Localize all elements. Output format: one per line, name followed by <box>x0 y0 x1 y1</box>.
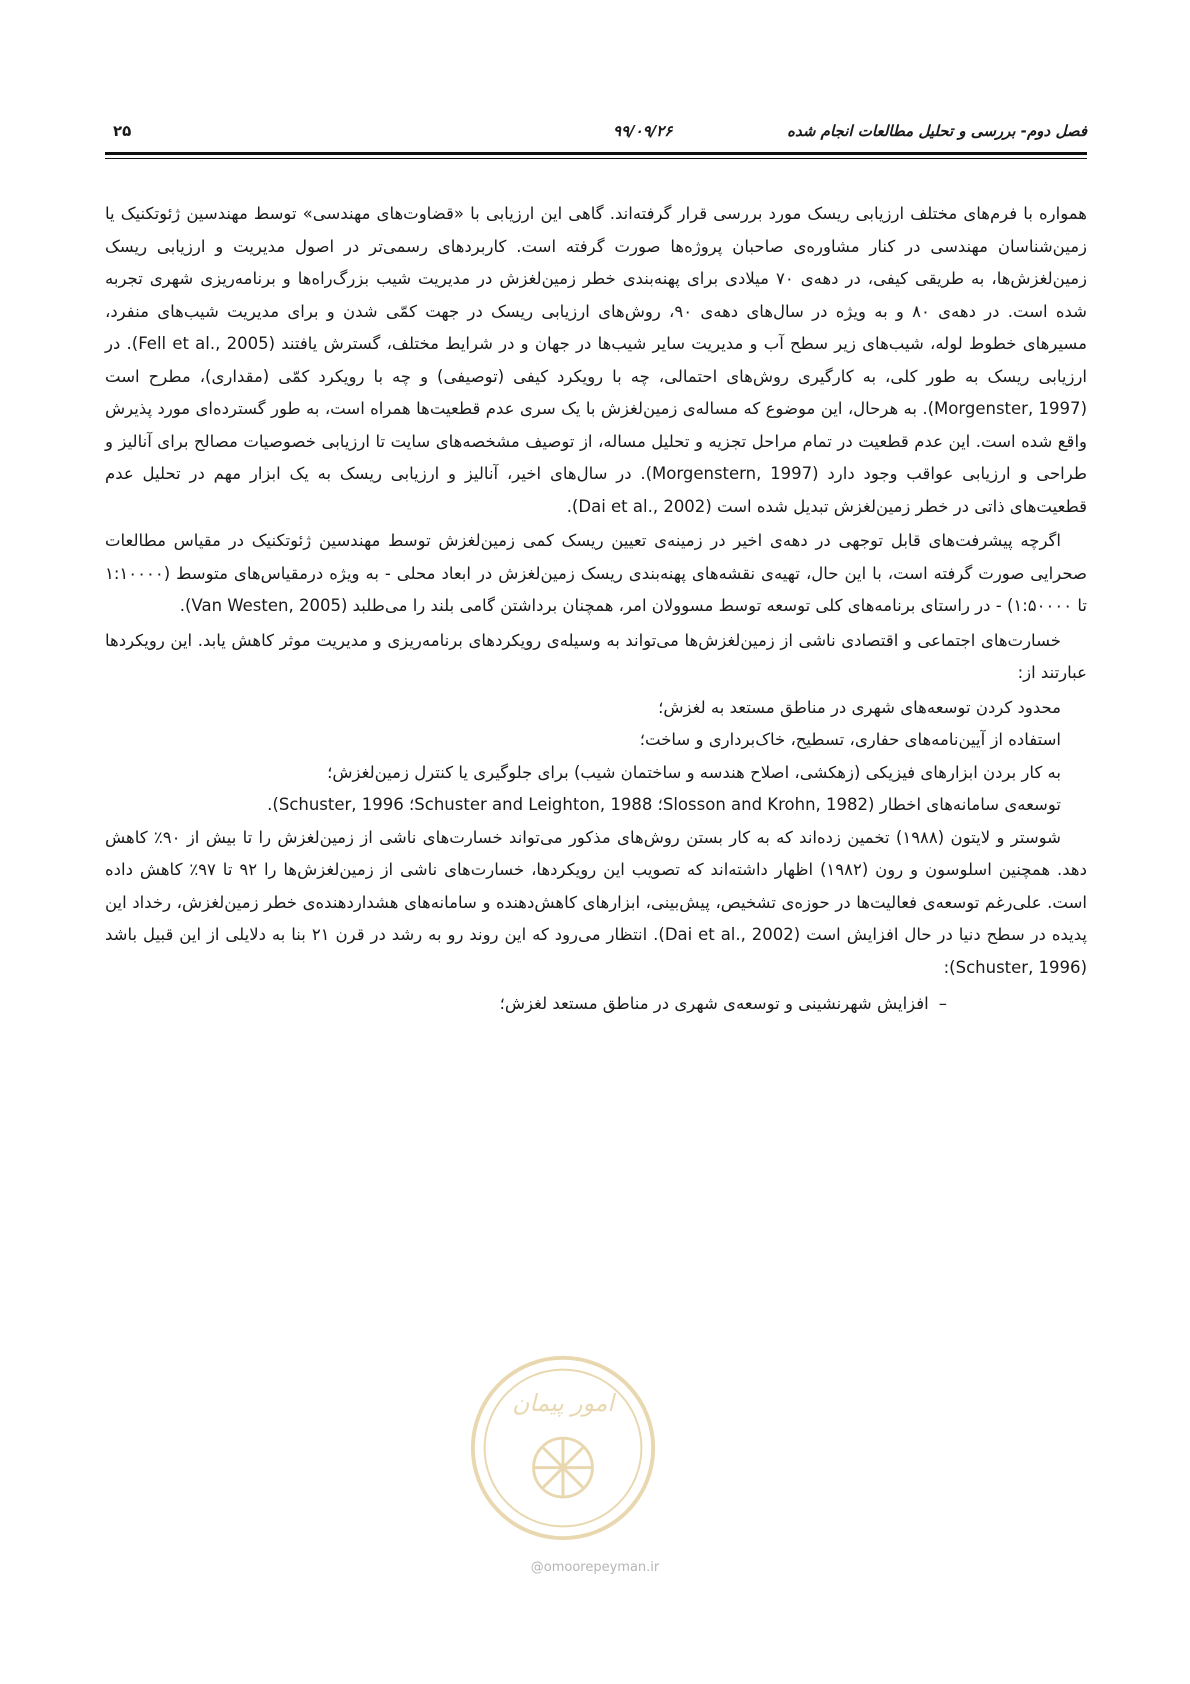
header-rule-thick <box>105 152 1087 155</box>
dash-bullet: – <box>938 994 947 1013</box>
paragraph: شوستر و لایتون (۱۹۸۸) تخمین زده‌اند که به کار بستن روش‌های مذکور می‌تواند خسارت‌های ناشی از زمین‌لغزش را تا بیش از ۹۰٪ کاهش دهد. همچنین اسلوسون و رون (۱۹۸۲) اظهار داشته‌اند که تصویب این رویکردها، خسارت‌های ناشی از زمین‌لغزش‌ها را ۹۲ تا ۹۷٪ کاهش داده است. علی‌رغم توسعه‌ی فعالیت‌ها در حوزه‌ی تشخیص، پیش‌بینی، ابزارهای کاهش‌دهنده و سامانه‌های هشداردهنده‌ی خطر زمین‌لغزش، رخداد این پدیده در سطح دنیا در حال افزایش است (Dai et al., 2002). انتظار می‌رود که این روند رو به رشد در قرن ۲۱ بنا به دلایلی از این قبیل باشد (Schuster, 1996): <box>105 827 1087 977</box>
list-item: توسعه‌ی سامانه‌های اخطار (Slosson and Krohn, 1982؛ Schuster and Leighton, 1988؛ Schuster, 1996). <box>267 795 1061 814</box>
dash-item-text: افزایش شهرنشینی و توسعه‌ی شهری در مناطق مستعد لغزش؛ <box>499 994 929 1013</box>
paragraph: همواره با فرم‌های مختلف ارزیابی ریسک مورد بررسی قرار گرفته‌اند. گاهی این ارزیابی با «قضاوت‌های مهندسی» توسط مهندسین ژئوتکنیک یا زمین‌شناسان مهندسی در کنار مشاوره‌ی صاحبان پروژه‌ها صورت گرفته است. کاربردهای رسمی‌تر در اصول مدیریت و ارزیابی ریسک زمین‌لغزش‌ها، به طریقی کیفی، در دهه‌ی ۷۰ میلادی برای پهنه‌بندی خطر زمین‌لغزش در مدیریت شیب بزرگ‌راه‌ها و برنامه‌ریزی شهری تجربه شده است. در دهه‌ی ۸۰ و به ویژه در سال‌های دهه‌ی ۹۰، روش‌های ارزیابی ریسک در جهت کمّی شدن و برای مدیریت شیب‌های منفرد، مسیرهای خطوط لوله، شیب‌های زیر سطح آب و مدیریت سایر شیب‌ها در جهان و در شرایط مختلف، گسترش یافتند (Fell et al., 2005). در ارزیابی ریسک به طور کلی، به کارگیری روش‌های احتمالی، چه با رویکرد کیفی (توصیفی) و چه با رویکرد کمّی (مقداری)، مطرح است (Morgenster, 1997). به هرحال، این موضوع که مساله‌ی زمین‌لغزش با یک سری عدم قطعیت‌ها همراه است، به طور گسترده‌ای مورد پذیرش واقع شده است. این عدم قطعیت در تمام مراحل تجزیه و تحلیل مساله، از توصیف مشخصه‌های سایت تا ارزیابی خصوصیات مصالح برای آنالیز و طراحی و ارزیابی عواقب وجود دارد (Morgenstern, 1997). در سال‌های اخیر، آنالیز و ارزیابی ریسک به یک ابزار مهم در تحلیل عدم قطعیت‌های ذاتی در خطر زمین‌لغزش تبدیل شده است (Dai et al., 2002). <box>105 204 1087 516</box>
paragraph: خسارت‌های اجتماعی و اقتصادی ناشی از زمین‌لغزش‌ها می‌تواند به وسیله‌ی رویکردهای برنامه‌ریزی و مدیریت موثر کاهش یابد. این رویکردها عبارتند از: <box>105 630 1087 682</box>
dash-list-item <box>105 988 1087 1021</box>
document-body <box>105 198 1087 1021</box>
chapter-title: فصل دوم- بررسی و تحلیل مطالعات انجام شده <box>787 122 1087 140</box>
paragraph: اگرچه پیشرفت‌های قابل توجهی در دهه‌ی اخیر در زمینه‌ی تعیین ریسک کمی زمین‌لغزش توسط مهندسین ژئوتکنیک در مقیاس مطالعات صحرایی صورت گرفته است، با این حال، تهیه‌ی نقشه‌های پهنه‌بندی ریسک زمین‌لغزش در ابعاد محلی - به ویژه درمقیاس‌های متوسط (۱:۱۰۰۰۰ تا ۱:۵۰۰۰۰) - در راستای برنامه‌های کلی توسعه توسط مسوولان امر، همچنان برداشتن گامی بلند را می‌طلبد (Van Westen, 2005). <box>105 531 1087 615</box>
list-item: به کار بردن ابزارهای فیزیکی (زهکشی، اصلاح هندسه و ساختمان شیب) برای جلوگیری یا کنترل زمین‌لغزش؛ <box>327 762 1061 782</box>
header-date: ۹۹/۰۹/۲۶ <box>613 122 673 140</box>
page-number: ۲۵ <box>113 122 132 140</box>
header-rule-thin <box>105 158 1087 159</box>
list-item: محدود کردن توسعه‌های شهری در مناطق مستعد به لغزش؛ <box>658 697 1061 717</box>
watermark-url: @omoorepeyman.ir <box>530 1560 660 1575</box>
page-header <box>105 118 1087 144</box>
watermark-logo-icon <box>465 1350 661 1546</box>
list-item: استفاده از آیین‌نامه‌های حفاری، تسطیح، خاک‌برداری و ساخت؛ <box>639 730 1061 749</box>
watermark-logo-text: امور پیمان <box>512 1388 614 1417</box>
